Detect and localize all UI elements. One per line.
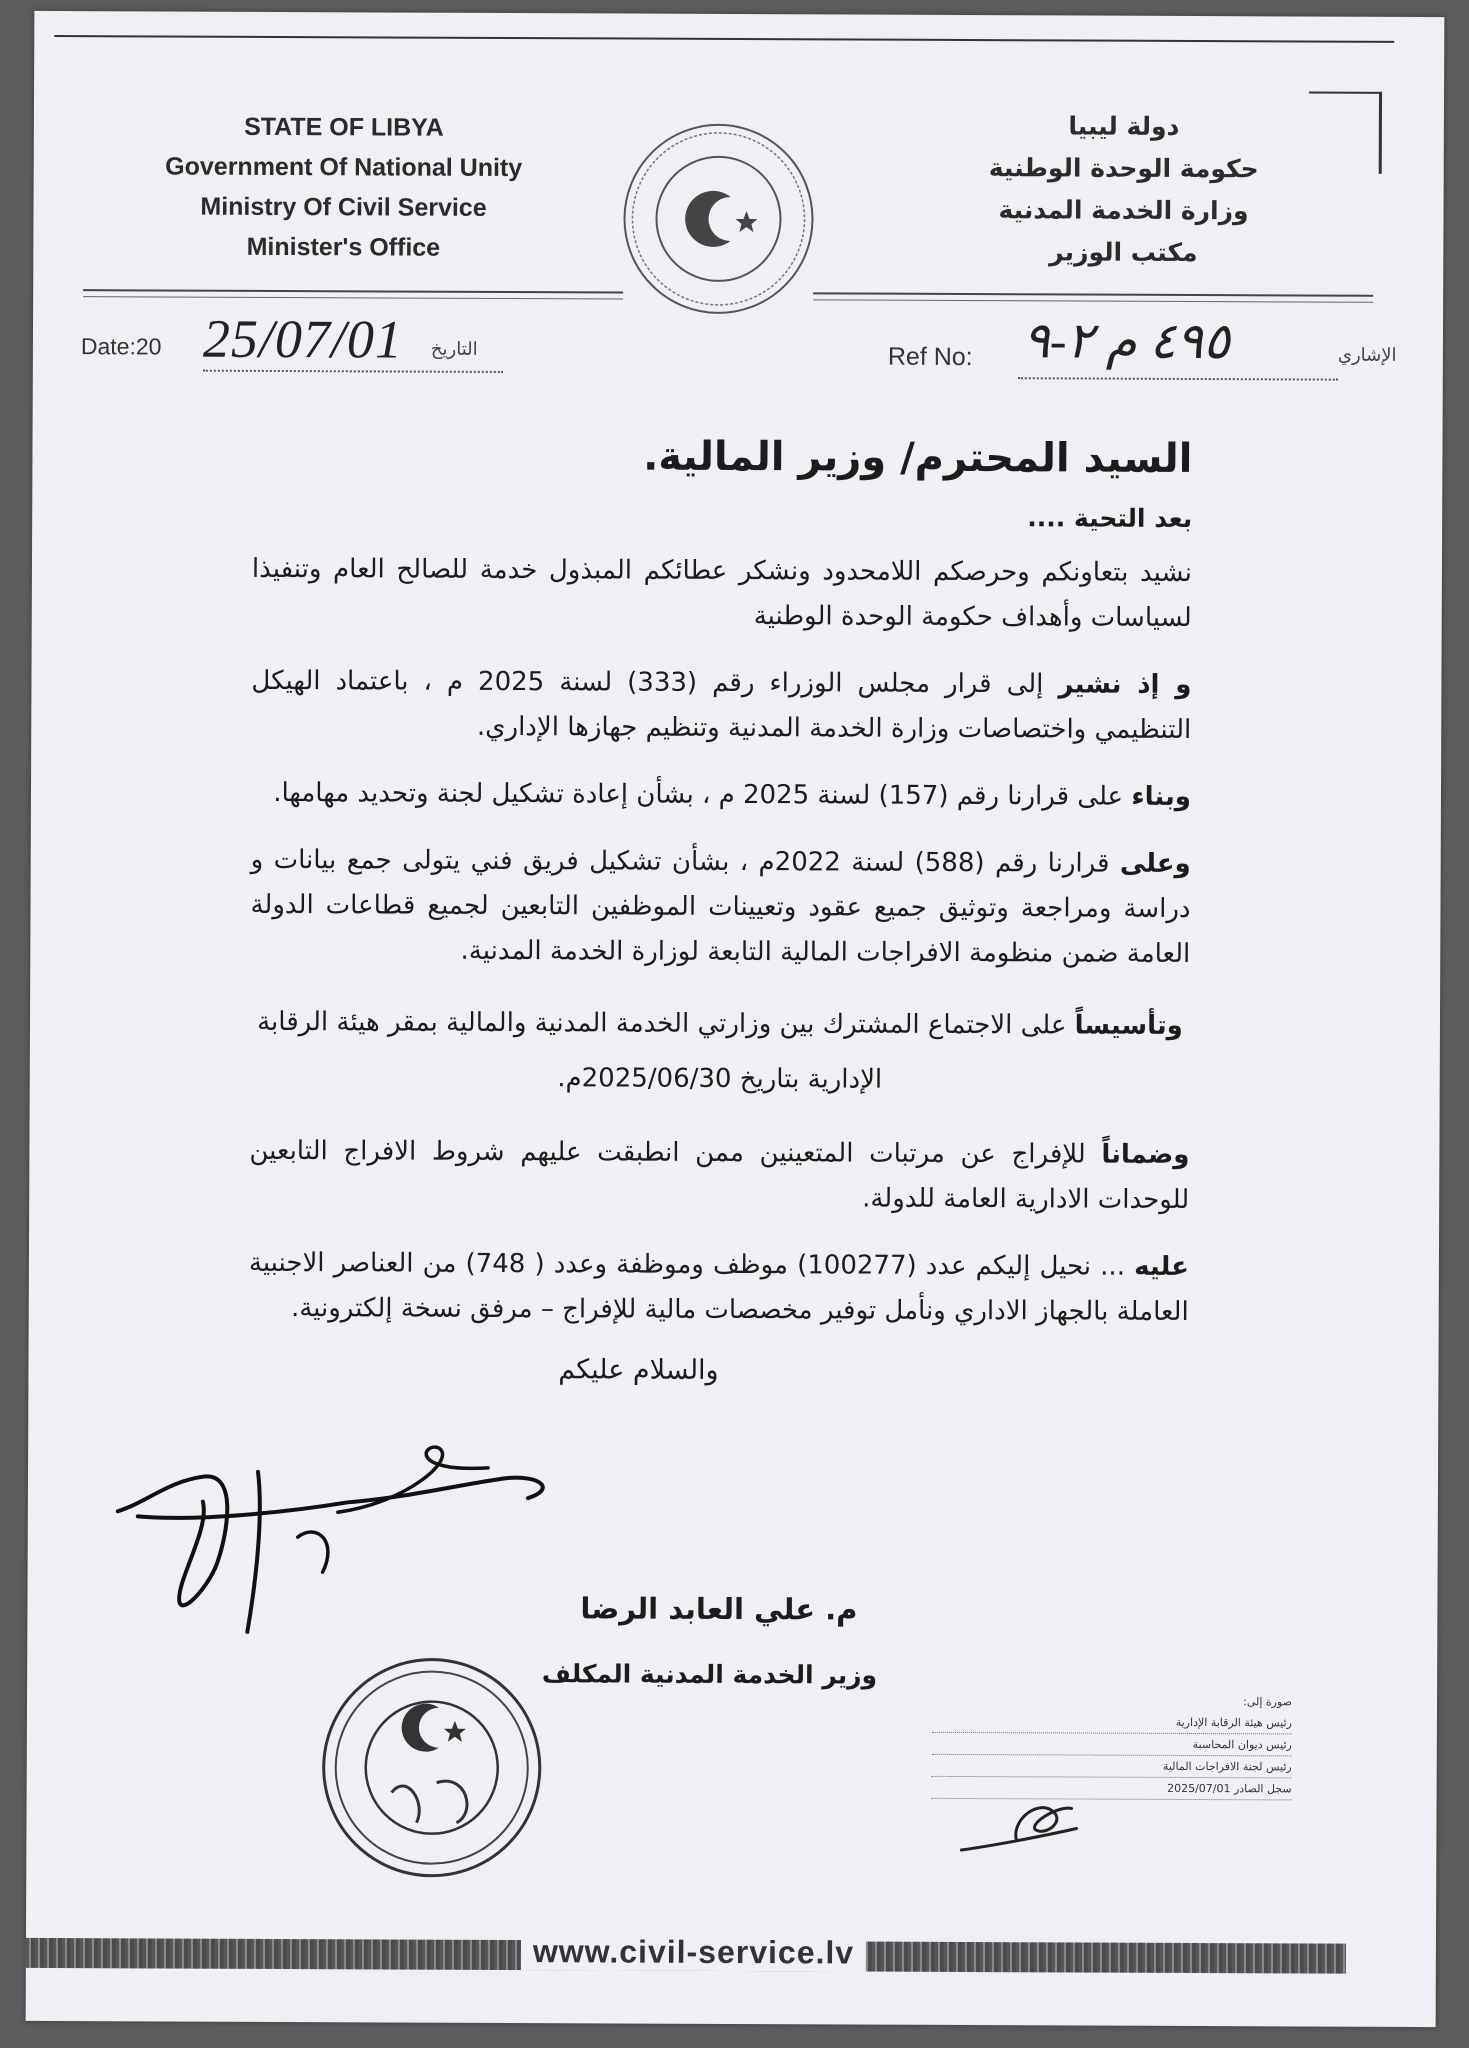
reference-underline <box>1018 377 1338 380</box>
header-divider-right-thin <box>813 299 1373 302</box>
copy-recipient: رئيس هيئة الرقابة الإدارية <box>932 1711 1292 1735</box>
letterhead-state: STATE OF LIBYA <box>244 112 444 142</box>
ministry-seal-emblem <box>618 118 819 319</box>
salutation: السيد المحترم/ وزير المالية. <box>643 433 1193 482</box>
paragraph-7-lead: عليه <box>1134 1251 1189 1282</box>
header-divider-right <box>813 292 1373 296</box>
letterhead-office: Minister's Office <box>246 232 441 262</box>
letter-body <box>248 432 1192 1388</box>
paragraph-3 <box>251 771 1191 820</box>
paragraph-5 <box>250 995 1190 1109</box>
letterhead-office-ar: مكتب الوزير <box>1049 237 1198 268</box>
letterhead-state-ar: دولة ليبيا <box>1068 111 1180 141</box>
reference-label: Ref No: <box>887 342 973 372</box>
letterhead-ministry-ar: وزارة الخدمة المدنية <box>998 195 1249 226</box>
letterhead-english <box>113 106 574 268</box>
copies-to <box>932 1690 1292 1801</box>
paragraph-7-text: ... نحيل إليكم عدد (100277) موظف وموظفة وعدد ( 748) من العناصر الاجنبية العاملة بالجهاز الاداري ونأمل توفير مخصصات مالية للإفراج – مرفق نسخة إلكترونية. <box>248 1247 1189 1327</box>
paragraph-6-lead: وضماناً <box>1101 1139 1190 1170</box>
greeting: بعد التحية .... <box>1027 503 1193 533</box>
paragraph-5-lead: وتأسيساً <box>1074 1010 1183 1041</box>
paragraph-4-lead: وعلى <box>1119 848 1191 879</box>
header-divider-left-thin <box>83 296 623 299</box>
header-divider-left <box>83 289 623 293</box>
handwritten-initial <box>956 1790 1106 1861</box>
reference-label-arabic: الإشاري <box>1337 344 1397 366</box>
letterhead-government: Government Of National Unity <box>165 152 523 183</box>
paragraph-4 <box>250 838 1191 977</box>
letter-page <box>26 11 1445 2027</box>
paragraph-3-text: على قرارنا رقم (157) لسنة 2025 م ، بشأن إعادة تشكيل لجنة وتحديد مهامها. <box>273 777 1132 812</box>
letterhead-ministry: Ministry Of Civil Service <box>200 192 487 222</box>
paragraph-6-text: للإفراج عن مرتبات المتعينين ممن انطبقت عليهم شروط الافراج التابعين للوحدات الادارية العامة للدولة. <box>249 1135 1190 1215</box>
paragraph-2 <box>251 659 1191 753</box>
paragraph-6 <box>249 1129 1189 1223</box>
top-edge-line <box>54 35 1394 43</box>
signatory-title: وزير الخدمة المدنية المكلف <box>541 1659 878 1690</box>
date-label: Date:20 <box>80 333 162 360</box>
paragraph-7 <box>249 1241 1189 1335</box>
handwritten-signature <box>107 1441 568 1643</box>
paragraph-4-text: قرارنا رقم (588) لسنة 2022م ، بشأن تشكيل فريق فني يتولى جمع بيانات و دراسة ومراجعة وتوثيق جميع عقود وتعيينات الموظفين التابعين لجميع قطاعات الدولة العامة ضمن منظومة الافراجات المالية التابعة لوزارة الخدمة المدنية. <box>250 844 1191 969</box>
paragraph-1: نشيد بتعاونكم وحرصكم اللامحدود ونشكر عطائكم المبذول خدمة للصالح العام وتنفيذا لسياسات وأهداف حكومة الوحدة الوطنية <box>251 553 1193 633</box>
date-value: 25/07/01 <box>202 308 404 370</box>
paragraph-2-lead: و إذ نشير <box>1058 669 1192 700</box>
copies-date: 2025/07/01 <box>1167 1781 1231 1796</box>
letterhead-government-ar: حكومة الوحدة الوطنية <box>988 153 1259 184</box>
paragraph-3-lead: وبناء <box>1131 781 1192 812</box>
footer-website: www.civil-service.lv <box>521 1933 866 1972</box>
date-underline <box>203 370 503 373</box>
copy-recipient-label: سجل الصادر <box>1233 1782 1292 1796</box>
date-label-arabic: التاريخ <box>430 338 478 360</box>
paragraph-5-text: على الاجتماع المشترك بين وزارتي الخدمة المدنية والمالية بمقر هيئة الرقابة الإدارية بتاريخ 2025/06/30م. <box>257 1006 1075 1095</box>
letterhead-arabic <box>913 105 1334 275</box>
paragraph-2-text: إلى قرار مجلس الوزراء رقم (333) لسنة 2025 م ، باعتماد الهيكل التنظيمي واختصاصات وزارة الخدمة المدنية وتنظيم جهازها الإداري. <box>251 665 1192 745</box>
copies-heading: صورة إلى: <box>1243 1695 1293 1709</box>
reference-value: ٤٩٥ م ٢-٩ <box>1022 312 1231 370</box>
signatory-name: م. علي العابد الرضا <box>580 1591 858 1627</box>
copy-recipient: رئيس لجنة الافراجات المالية <box>932 1755 1292 1779</box>
ministry-stamp <box>316 1652 547 1883</box>
closing: والسلام عليكم <box>558 1354 719 1386</box>
copy-recipient: رئيس ديوان المحاسبة <box>932 1733 1292 1757</box>
